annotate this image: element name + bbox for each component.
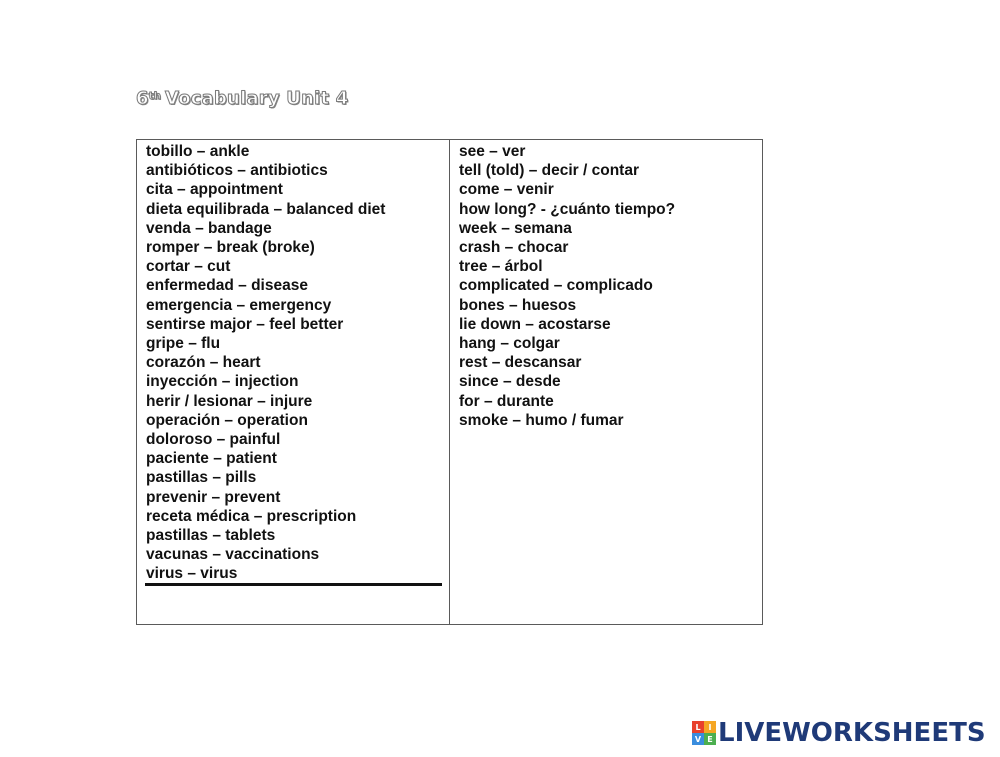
underline-divider (145, 583, 442, 586)
vocab-entry: operación – operation (146, 411, 308, 429)
vocab-entry: lie down – acostarse (459, 315, 611, 333)
vocab-entry: tell (told) – decir / contar (459, 162, 639, 180)
vocab-entry: how long? - ¿cuánto tiempo? (459, 200, 676, 218)
vocab-entry: herir / lesionar – injure (146, 392, 313, 410)
vocab-entry: sentirse major – feel better (146, 315, 344, 333)
vocab-entry: tree – árbol (459, 258, 543, 276)
vocab-entry: crash – chocar (459, 239, 569, 257)
vocab-entry: cortar – cut (146, 258, 231, 276)
vocab-entry: inyección – injection (146, 373, 299, 391)
vocab-entry: prevenir – prevent (146, 488, 281, 506)
vocab-entry: emergencia – emergency (146, 296, 332, 314)
liveworksheets-brand[interactable] (692, 718, 986, 748)
vocab-entry: pastillas – tablets (146, 527, 276, 545)
title-superscript: th (148, 91, 162, 102)
title-number: 6 (136, 88, 149, 109)
vocab-entry: romper – break (broke) (146, 239, 315, 257)
vocab-entry: complicated – complicado (459, 277, 653, 295)
vocab-entry: corazón – heart (146, 354, 261, 372)
vocab-entry: paciente – patient (146, 450, 277, 468)
vocab-entry: week – semana (459, 219, 572, 237)
vocab-entry: see – ver (459, 143, 526, 160)
vocab-entry: pastillas – pills (146, 469, 257, 487)
liveworksheets-logo-icon (692, 721, 716, 745)
page-title (136, 88, 348, 110)
vocab-entry: come – venir (459, 181, 554, 199)
vocab-entry: since – desde (459, 373, 561, 391)
logo-tile: I (704, 721, 716, 733)
vocab-entry: vacunas – vaccinations (146, 546, 320, 564)
logo-tile: E (704, 733, 716, 745)
vocab-entry: receta médica – prescription (146, 507, 357, 525)
vocabulary-column-right (450, 140, 762, 624)
vocab-entry: for – durante (459, 392, 554, 410)
vocab-entry: virus – virus (146, 565, 238, 583)
vocab-entry: rest – descansar (459, 354, 582, 372)
vocab-entry: antibióticos – antibiotics (146, 162, 328, 180)
vocab-entry: tobillo – ankle (146, 143, 250, 160)
vocabulary-table (136, 139, 763, 625)
logo-tile: L (692, 721, 704, 733)
vocab-entry: enfermedad – disease (146, 277, 308, 295)
vocab-entry: cita – appointment (146, 181, 283, 199)
logo-tile: V (692, 733, 704, 745)
vocab-entry: hang – colgar (459, 335, 560, 353)
vocab-entry: dieta equilibrada – balanced diet (146, 200, 386, 218)
vocab-entry: doloroso – painful (146, 431, 281, 449)
vocab-entry: gripe – flu (146, 335, 221, 353)
vocab-entry: bones – huesos (459, 296, 577, 314)
vocab-entry: venda – bandage (146, 219, 272, 237)
brand-wordmark: LIVEWORKSHEETS (718, 718, 986, 748)
title-text: Vocabulary Unit 4 (165, 88, 349, 109)
vocabulary-column-left (137, 140, 450, 624)
vocab-entry: smoke – humo / fumar (459, 411, 624, 429)
